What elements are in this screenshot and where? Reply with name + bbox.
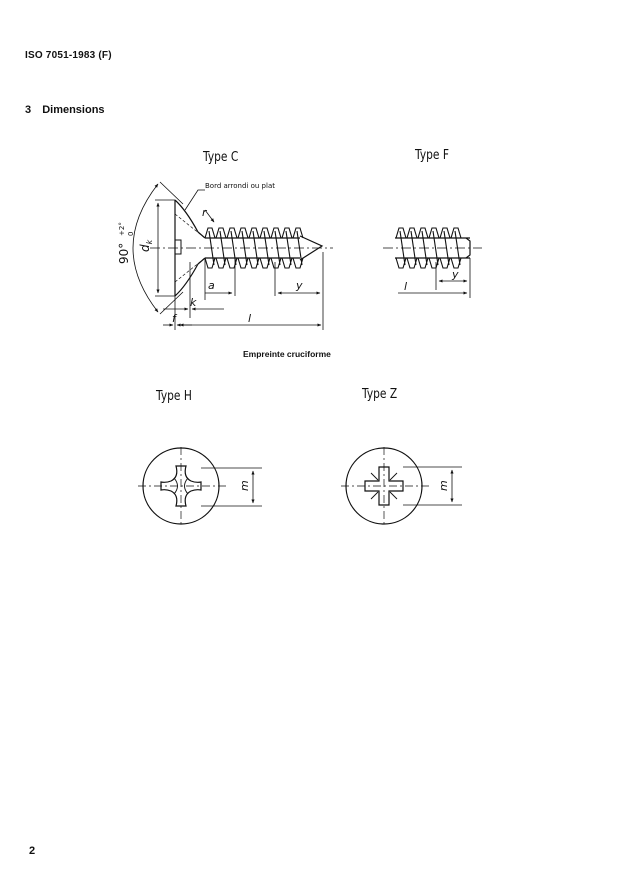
- page-number: 2: [29, 845, 36, 857]
- angle-tolerance-lower: 0: [127, 231, 135, 236]
- type-f-l-label: l: [404, 280, 408, 293]
- type-h-title: Type H: [156, 389, 192, 404]
- type-h-m-label: m: [238, 480, 251, 491]
- type-z-m-label: m: [437, 480, 450, 491]
- type-f-y-label: y: [452, 268, 459, 281]
- section-number: 3: [25, 104, 32, 116]
- angle-tolerance-upper: +2°: [118, 222, 126, 236]
- document-id: ISO 7051-1983 (F): [25, 50, 112, 61]
- y-label: y: [296, 279, 303, 292]
- f-label: f: [172, 312, 176, 325]
- type-f-title: Type F: [415, 148, 450, 163]
- dk-label: $d_k$: [138, 239, 154, 252]
- a-label: a: [208, 279, 215, 292]
- l-label: l: [248, 312, 252, 325]
- type-c-title: Type C: [203, 150, 239, 165]
- type-z-title: Type Z: [362, 387, 398, 402]
- r-label: r: [202, 206, 207, 219]
- k-label: k: [190, 296, 197, 309]
- angle-label: 90°: [117, 242, 131, 264]
- recess-caption: Empreinte cruciforme: [243, 349, 331, 359]
- rounded-edge-note: Bord arrondi ou plat: [205, 182, 275, 190]
- section-title: Dimensions: [42, 104, 105, 116]
